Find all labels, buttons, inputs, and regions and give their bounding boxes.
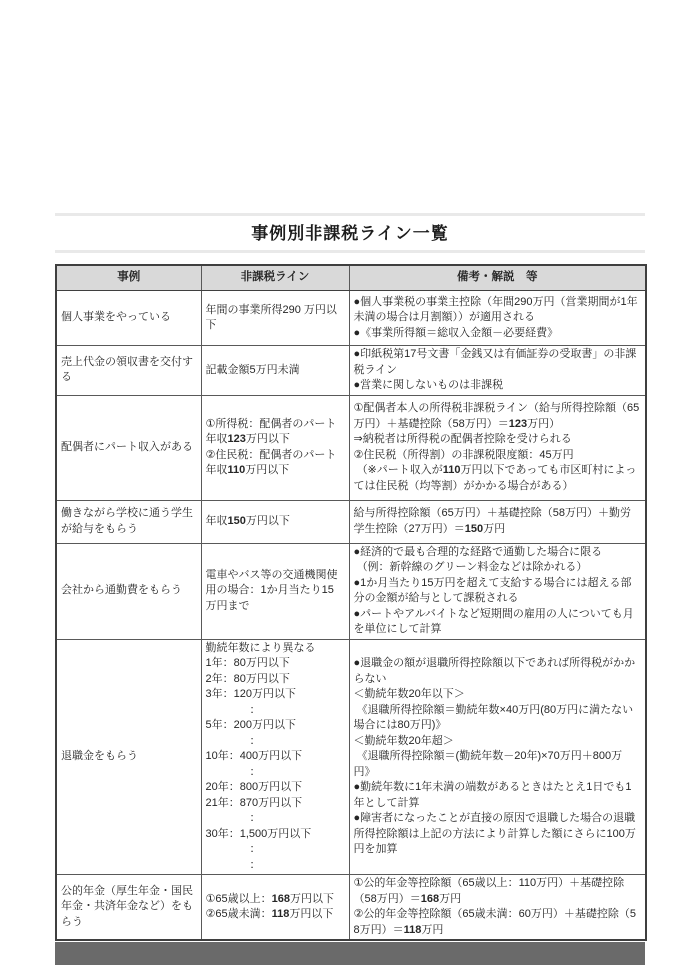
header-nontaxable-line: 非課税ライン (201, 265, 349, 291)
case-cell: 働きながら学校に通う学生が給与をもらう (56, 500, 201, 543)
line-cell: ①65歳以上：168万円以下 ②65歳未満：118万円以下 (201, 875, 349, 941)
notes-cell: 給与所得控除額（65万円）＋基礎控除（58万円）＋勤労学生控除（27万円）＝150万円 (349, 500, 646, 543)
title-rule-top (55, 213, 645, 216)
header-case: 事例 (56, 265, 201, 291)
case-cell: 公的年金（厚生年金・国民年金・共済年金など）をもらう (56, 875, 201, 941)
line-cell: 記載金額5万円未満 (201, 346, 349, 396)
line-cell: 勤続年数により異なる 1年：80万円以下 2年：80万円以下 3年：120万円以下 ： 5年：200万円以下 ： 10年：400万円以下 ： 20年：800万円以下 21年：870万円以下 ： 30年：1,500万円以下 ： ： (201, 639, 349, 875)
case-cell: 売上代金の領収書を交付する (56, 346, 201, 396)
notes-cell: ①公的年金等控除額（65歳以上：110万円）＋基礎控除（58万円）＝168万円 ②公的年金等控除額（65歳未満：60万円）＋基礎控除（58万円）＝118万円 (349, 875, 646, 941)
table-row (56, 291, 646, 346)
page-title: 事例別非課税ライン一覧 (251, 224, 449, 243)
table-row (56, 639, 646, 875)
notes-cell: ●退職金の額が退職所得控除額以下であれば所得税がかからない ＜勤続年数20年以下＞ 《退職所得控除額＝勤続年数×40万円(80万円に満たない場合には80万円)》 ＜勤続年数20年超＞ 《退職所得控除額＝(勤続年数－20年)×70万円＋800万円》 ●勤続年数に1年未満の端数があるときはたとえ1日でも1年として計算 ●障害者になったことが直接の原因で退職した場合の退職所得控除額は上記の方法により計算した額にさらに100万円を加算 (349, 639, 646, 875)
case-cell: 会社から通勤費をもらう (56, 543, 201, 639)
tax-exemption-table (55, 264, 647, 941)
case-cell: 退職金をもらう (56, 639, 201, 875)
table-row (56, 500, 646, 543)
table-row (56, 346, 646, 396)
notes-cell: ●経済的で最も合理的な経路で通勤した場合に限る （例：新幹線のグリーン料金などは除かれる） ●1か月当たり15万円を超えて支給する場合には超える部分の金額が給与として課税される ●パートやアルバイトなど短期間の雇用の人についても月を単位にして計算 (349, 543, 646, 639)
line-cell: 電車やバス等の交通機関使用の場合：1か月当たり15万円まで (201, 543, 349, 639)
table-row (56, 875, 646, 941)
line-cell: 年収150万円以下 (201, 500, 349, 543)
notes-cell: ●印紙税第17号文書「金銭又は有価証券の受取書」の非課税ライン ●営業に関しないものは非課税 (349, 346, 646, 396)
table-row (56, 395, 646, 500)
case-cell: 配偶者にパート収入がある (56, 395, 201, 500)
document-page (55, 213, 645, 965)
line-cell: 年間の事業所得290 万円以下 (201, 291, 349, 346)
notes-cell: ●個人事業税の事業主控除（年間290万円（営業期間が1年未満の場合は月割額））が適用される ●《事業所得額＝総収入金額－必要経費》 (349, 291, 646, 346)
title-rule-bottom (55, 250, 645, 253)
line-cell: ①所得税：配偶者のパート年収123万円以下 ②住民税：配偶者のパート年収110万円以下 (201, 395, 349, 500)
table-header-row (56, 265, 646, 291)
header-notes: 備考・解説 等 (349, 265, 646, 291)
table-row (56, 543, 646, 639)
case-cell: 個人事業をやっている (56, 291, 201, 346)
notes-cell: ①配偶者本人の所得税非課税ライン（給与所得控除額（65万円）＋基礎控除（58万円）＝123万円） ⇒納税者は所得税の配偶者控除を受けられる ②住民税（所得割）の非課税限度額：45万円 （※パート収入が110万円以下であっても市区町村によっては住民税（均等割）がかかる場合がある） (349, 395, 646, 500)
